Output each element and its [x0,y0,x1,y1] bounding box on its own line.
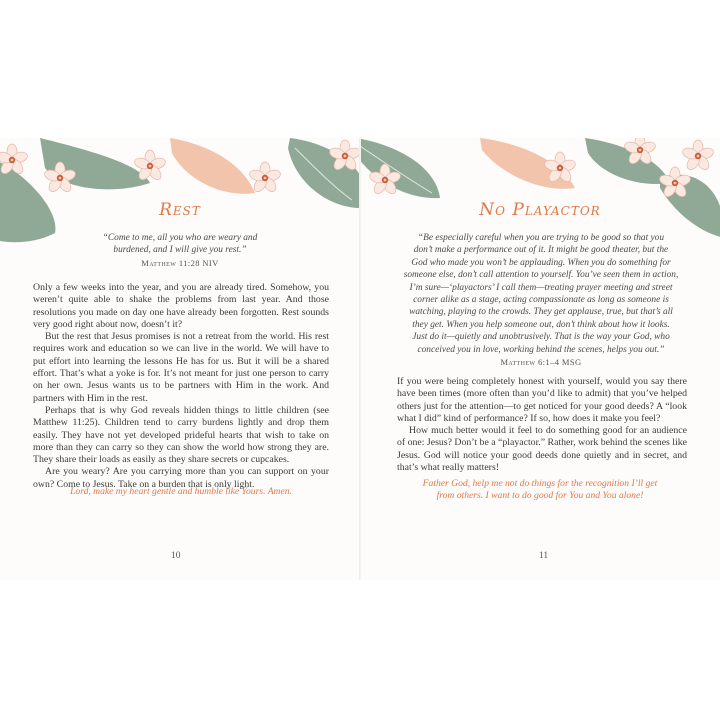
leaf-icon [170,138,255,194]
quote-line: someone else, don’t call attention to yourself. You’ve seen them in action, [403,270,679,281]
quote-line: I’m sure—‘playactors’ I call them—treating prayer meeting and street [409,282,673,293]
quote-line: Just do it—quietly and unobtrusively. That is the way your God, who [412,332,670,343]
paragraph: If you were being completely honest with yourself, would you say there have been times (more often than you’d like to admit) that you’ve helped others just for the attention—to get noticed for your good deeds? A “look what I did” kind of performance? If so, how does it make you feel? [397,376,687,424]
paragraph: But the rest that Jesus promises is not a retreat from the world. His rest requires work and education so we can live in the world. We will have to put effort into learning the lessons He has for us. But it will be a shared effort. That’s what a yoke is for. It’s not meant for just one person to carry on her own. Jesus wants us to be partners with Him in the work. And partners with Him in the rest. [33,331,329,404]
book-gutter [359,138,361,580]
prayer-line: Father God, help me not do things for the recognition I’ll get [422,478,658,489]
right-page [360,138,720,580]
prayer [390,478,690,503]
flower-icon [248,162,282,194]
scripture-reference: Matthew 6:1–4 MSG [500,357,582,368]
page-title: No Playactor [479,200,601,220]
prayer: Lord, make my heart gentle and humble like Yours. Amen. [70,486,292,497]
paragraph: Only a few weeks into the year, and you are already tired. Somehow, you weren’t quite able to shake the problems from last year. And those resolutions you made on day one have already been forgotten. Rest sounds very good right about now, doesn’t it? [33,282,329,330]
book-spread [0,138,720,580]
quote-line: “Be especially careful when you are trying to be good so that you [417,233,665,243]
quote-line: corner alike as a stage, acting compassionate as long as someone is [413,295,669,306]
page-title: Rest [159,200,201,220]
page-number: 10 [171,551,181,561]
scripture-quote [70,232,290,269]
paragraph: How much better would it feel to do something good for an audience of one: Jesus? Don’t be a “playactor.” Rather, work behind the scenes like Jesus. God will notice your good deeds done quietly and in secret, and that’s what really matters! [397,425,687,474]
devotional-text [33,282,329,491]
quote-line: burdened, and I will give you rest.” [113,245,247,256]
quote-line: watching, playing to the crowds. They get applause, true, but that’s all [409,307,673,318]
leaf-icon [360,138,440,198]
paragraph: Perhaps that is why God reveals hidden things to little children (see Matthew 11:25). Children tend to carry burdens lightly and drop them easily. They have not yet developed prideful hearts that wish to take on more than they can carry so they can show the world how strong they are. They share their loads as easily as they share secrets or cupcakes. [33,404,329,466]
left-page [0,138,360,580]
quote-line: “Come to me, all you who are weary and [102,233,258,243]
flower-icon [0,144,29,176]
scripture-quote [378,232,704,368]
quote-line: God who made you won’t be applauding. When you do something for [411,257,671,268]
scripture-reference: Matthew 11:28 NIV [141,257,219,268]
devotional-text [397,376,687,474]
prayer-line: from others. I want to do good for You and You alone! [436,490,644,502]
quote-line: don’t make a performance out of it. It might be good theater, but the [413,245,669,256]
quote-line: they get. When you help someone out, don’t think about how it looks. [412,319,670,330]
page-number: 11 [539,551,549,561]
quote-line: conceived you in love, working behind the scenes, helps you out.” [417,344,665,355]
paragraph: Are you weary? Are you carrying more than you can support on your own? Come to Jesus. Take on a burden that is only light. [33,466,329,490]
flower-icon [681,140,715,172]
